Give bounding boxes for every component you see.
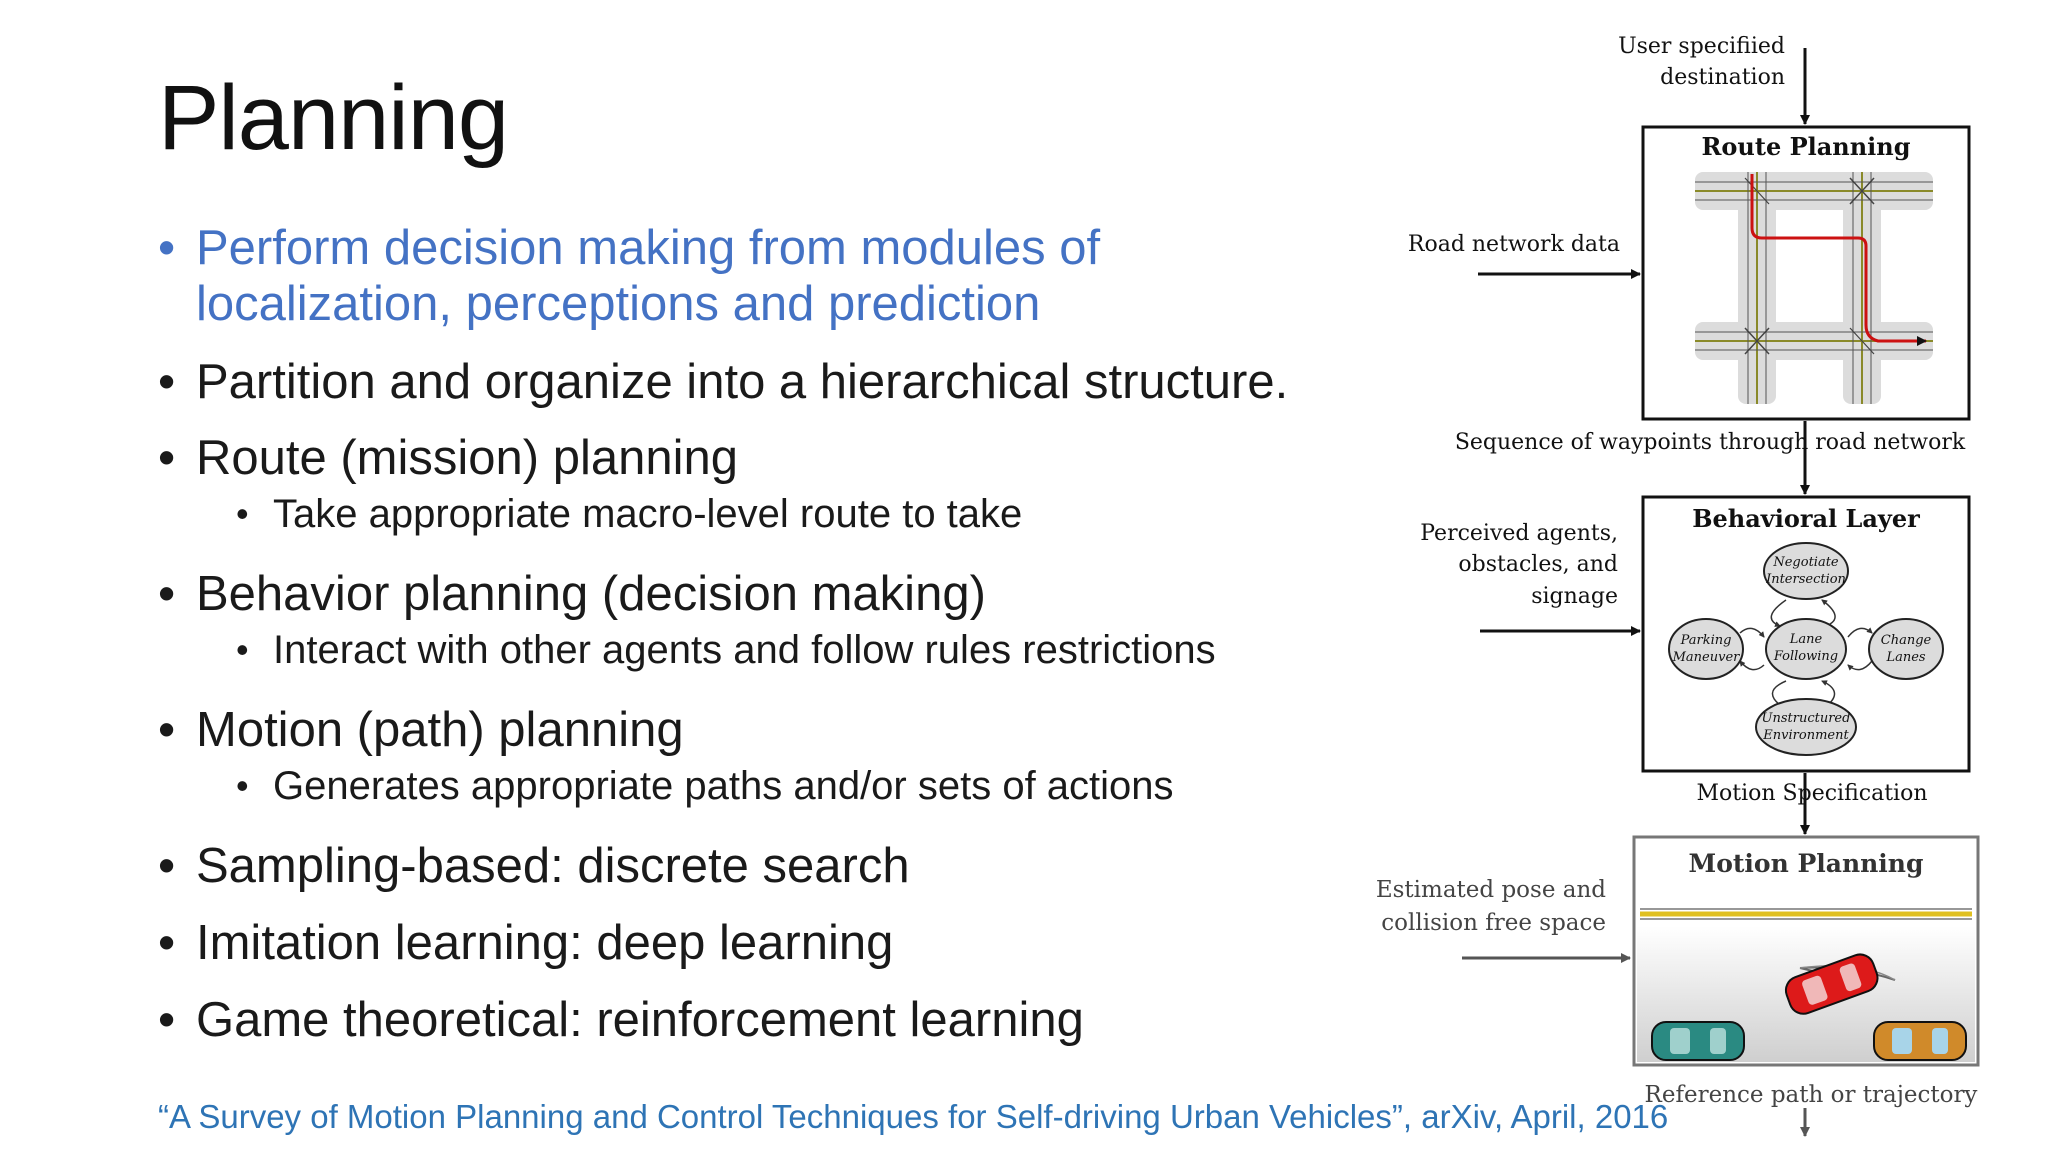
sub-bullet-item: • Generates appropriate paths and/or sets of actions — [158, 762, 1358, 838]
motion-side-input-line1: Estimated pose and — [1375, 877, 1606, 903]
route-side-input-label: Road network data — [1407, 232, 1620, 257]
route-planning-title: Route Planning — [1701, 132, 1911, 161]
behavior-output-label: Motion Specification — [1696, 781, 1928, 806]
state-change-lanes — [1869, 619, 1943, 679]
motion-output-label: Reference path or trajectory — [1644, 1082, 1978, 1108]
state-change-line1: Change — [1880, 633, 1932, 648]
bullet-item: • Motion (path) planning — [158, 702, 1358, 762]
motion-side-input-line2: collision free space — [1381, 910, 1606, 936]
bullet-item: • Route (mission) planning — [158, 430, 1358, 490]
behavior-side-input-line2: obstacles, and — [1458, 552, 1618, 577]
behavioral-layer-title: Behavioral Layer — [1692, 504, 1920, 533]
state-parking-line1: Parking — [1680, 633, 1732, 648]
behavior-side-input-line1: Perceived agents, — [1420, 521, 1618, 546]
state-negotiate-line2: Intersection — [1766, 572, 1846, 587]
state-lane-line2: Following — [1773, 649, 1839, 664]
motion-road-scene — [1637, 909, 1975, 1062]
top-input-label-line1: User specifiied — [1618, 34, 1785, 59]
state-unstructured-line2: Environment — [1763, 728, 1849, 743]
state-negotiate-line1: Negotiate — [1773, 555, 1839, 570]
bullet-item: • Partition and organize into a hierarchical structure. — [158, 354, 1358, 430]
bullet-item: • Behavior planning (decision making) — [158, 566, 1358, 626]
state-parking-maneuver — [1669, 619, 1743, 679]
state-lane-line1: Lane — [1789, 632, 1823, 647]
behavior-side-input-line3: signage — [1531, 584, 1618, 609]
state-parking-line2: Maneuver — [1672, 650, 1740, 665]
bullet-item: • Game theoretical: reinforcement learning — [158, 992, 1358, 1052]
route-planning-box — [1643, 127, 1969, 419]
state-negotiate-intersection — [1764, 543, 1848, 599]
sub-bullet-item: • Interact with other agents and follow rules restrictions — [158, 626, 1358, 702]
top-input-label-line2: destination — [1660, 65, 1785, 90]
bullet-item: • Imitation learning: deep learning — [158, 915, 1358, 992]
sub-bullet-item: • Take appropriate macro-level route to take — [158, 490, 1358, 566]
bullet-item: • Sampling-based: discrete search — [158, 838, 1358, 915]
bullet-item: • Perform decision making from modules of localization, perceptions and prediction — [158, 220, 1358, 354]
motion-planning-title: Motion Planning — [1688, 849, 1924, 878]
state-unstructured-line1: Unstructured — [1761, 711, 1851, 726]
citation: “A Survey of Motion Planning and Control Techniques for Self-driving Urban Vehicles”, arXiv, April, 2016 — [158, 1098, 1669, 1135]
route-output-label: Sequence of waypoints through road network — [1454, 430, 1966, 455]
state-unstructured-environment — [1756, 699, 1856, 755]
slide-title: Planning — [158, 67, 509, 169]
state-change-line2: Lanes — [1886, 650, 1926, 665]
